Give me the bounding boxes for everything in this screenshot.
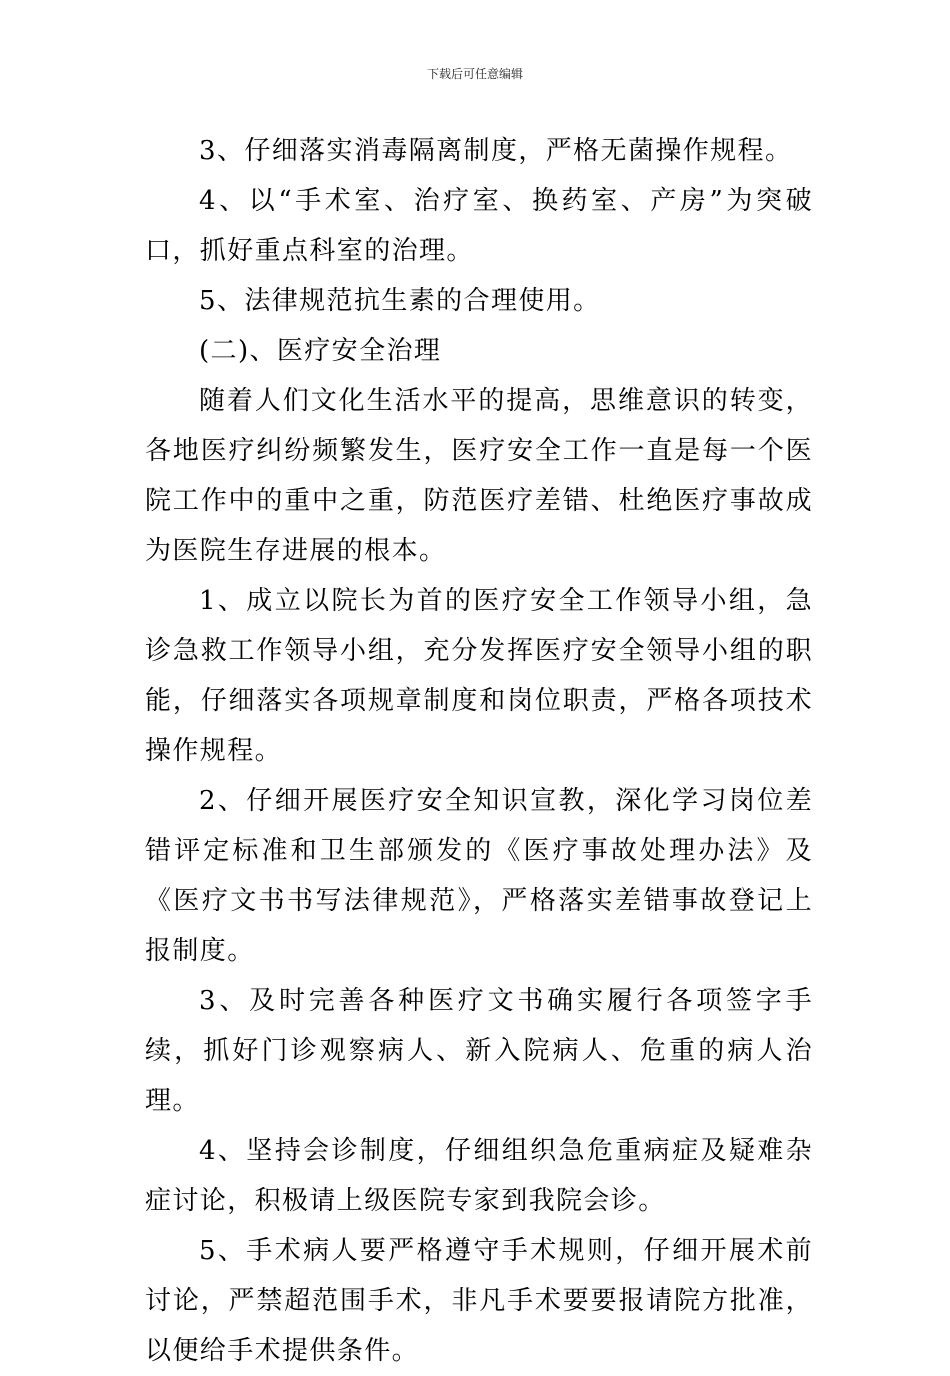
paragraph-disinfection: 3、仔细落实消毒隔离制度，严格无菌操作规程。: [199, 136, 793, 166]
document-body: [145, 126, 813, 1376]
paragraph-surgery-rules: 5、手术病人要严格遵守手术规则，仔细开展术前讨论，严禁超范围手术，非凡手术要要报请院方批准，以便给手术提供条件。: [145, 1236, 813, 1366]
page-header: 下载后可任意编辑: [426, 67, 523, 81]
paragraph-intro: 随着人们文化生活水平的提高，思维意识的转变，各地医疗纠纷频繁发生，医疗安全工作一直是每一个医院工作中的重中之重，防范医疗差错、杜绝医疗事故成为医院生存进展的根本。: [145, 386, 813, 566]
paragraph-consultation: 4、坚持会诊制度，仔细组织急危重病症及疑难杂症讨论，积极请上级医院专家到我院会诊。: [145, 1136, 813, 1216]
paragraph-safety-education: 2、仔细开展医疗安全知识宣教，深化学习岗位差错评定标准和卫生部颁发的《医疗事故处理办法》及《医疗文书书写法律规范》，严格落实差错事故登记上报制度。: [145, 786, 813, 966]
paragraph-antibiotics: 5、法律规范抗生素的合理使用。: [199, 286, 601, 316]
paragraph-key-departments: 4、以“手术室、治疗室、换药室、产房”为突破口，抓好重点科室的治理。: [145, 186, 813, 266]
paragraph-medical-documents: 3、及时完善各种医疗文书确实履行各项签字手续，抓好门诊观察病人、新入院病人、危重的病人治理。: [145, 986, 813, 1116]
section-heading-medical-safety: (二)、医疗安全治理: [199, 336, 442, 366]
paragraph-leadership-group: 1、成立以院长为首的医疗安全工作领导小组，急诊急救工作领导小组，充分发挥医疗安全领导小组的职能，仔细落实各项规章制度和岗位职责，严格各项技术操作规程。: [145, 586, 813, 766]
